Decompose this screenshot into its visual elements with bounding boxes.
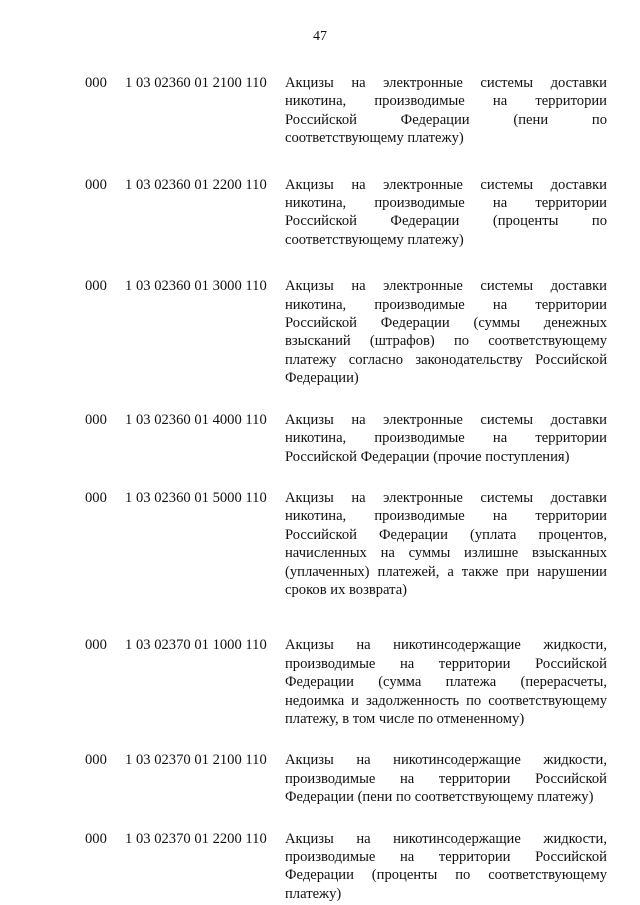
income-description: [285, 751, 607, 806]
table-row: [0, 751, 640, 806]
description-line: Акцизы на никотинсодержащие жидкости,: [285, 830, 607, 847]
page-number: 47: [313, 29, 327, 44]
admin-code: 000: [85, 752, 107, 769]
description-line: Акцизы на электронные системы доставки: [285, 411, 607, 428]
description-line: (уплаченных) платежей, а также при нарушении: [285, 563, 607, 580]
description-line: платежу): [285, 885, 342, 902]
description-line: Акцизы на электронные системы доставки: [285, 489, 607, 506]
description-line: Федерации (пени по соответствующему платежу): [285, 789, 594, 806]
admin-code: 000: [85, 411, 107, 428]
description-line: производимые на территории Российской: [285, 770, 607, 787]
admin-code: 000: [85, 75, 107, 91]
budget-classification-code: 1 03 02370 01 1000 110: [125, 637, 267, 654]
description-line: Российской Федерации (прочие поступления): [285, 448, 570, 465]
description-line: Акцизы на электронные системы доставки: [285, 278, 607, 295]
table-row: [0, 411, 640, 466]
table-row: [0, 277, 640, 387]
budget-classification-code: 1 03 02370 01 2200 110: [125, 830, 267, 847]
admin-code: 000: [85, 176, 107, 193]
description-line: Российской Федерации (проценты по: [285, 213, 607, 230]
description-line: никотина, производимые на территории: [285, 508, 607, 525]
budget-classification-code: 1 03 02360 01 5000 110: [125, 489, 267, 506]
description-line: недоимка и задолженность по соответствующему: [285, 692, 607, 709]
description-line: Российской Федерации (пени по: [285, 111, 607, 128]
table-row: [0, 74, 640, 148]
table-row: [0, 636, 640, 728]
income-description: [285, 411, 607, 466]
income-description: [285, 636, 607, 728]
description-line: начисленных на суммы излишне взысканных: [285, 545, 607, 562]
description-line: Акцизы на электронные системы доставки: [285, 75, 607, 91]
description-line: никотина, производимые на территории: [285, 195, 607, 212]
income-codes-table: [0, 74, 640, 903]
description-line: никотина, производимые на территории: [285, 296, 607, 313]
description-line: платежу согласно законодательству Российской: [285, 351, 607, 368]
description-line: производимые на территории Российской: [285, 655, 607, 672]
budget-classification-code: 1 03 02360 01 4000 110: [125, 411, 267, 428]
description-line: Федерации (проценты по соответствующему: [285, 867, 607, 884]
table-row: [0, 830, 640, 904]
admin-code: 000: [85, 637, 107, 654]
admin-code: 000: [85, 278, 107, 295]
table-row: [0, 489, 640, 599]
admin-code: 000: [85, 830, 107, 847]
description-line: Акцизы на никотинсодержащие жидкости,: [285, 637, 607, 654]
income-description: [285, 489, 607, 599]
description-line: взысканий (штрафов) по соответствующему: [285, 333, 607, 350]
description-line: Российской Федерации (суммы денежных: [285, 315, 607, 332]
description-line: никотина, производимые на территории: [285, 430, 607, 447]
budget-classification-code: 1 03 02360 01 2100 110: [125, 75, 267, 91]
description-line: Акцизы на электронные системы доставки: [285, 176, 607, 193]
description-line: Федерации): [285, 370, 359, 387]
income-description: [285, 277, 607, 387]
budget-classification-code: 1 03 02360 01 2200 110: [125, 176, 267, 193]
description-line: Федерации (сумма платежа (перерасчеты,: [285, 674, 607, 691]
description-line: соответствующему платежу): [285, 231, 464, 248]
table-row: [0, 176, 640, 250]
admin-code: 000: [85, 489, 107, 506]
income-description: [285, 830, 607, 904]
income-description: [285, 74, 607, 148]
income-description: [285, 176, 607, 250]
description-line: соответствующему платежу): [285, 130, 464, 147]
description-line: платежу, в том числе по отмененному): [285, 710, 525, 727]
description-line: Акцизы на никотинсодержащие жидкости,: [285, 752, 607, 769]
description-line: Российской Федерации (уплата процентов,: [285, 526, 607, 543]
budget-classification-code: 1 03 02360 01 3000 110: [125, 278, 267, 295]
budget-classification-code: 1 03 02370 01 2100 110: [125, 752, 267, 769]
description-line: производимые на территории Российской: [285, 849, 607, 865]
description-line: никотина, производимые на территории: [285, 93, 607, 110]
description-line: сроков их возврата): [285, 581, 408, 598]
